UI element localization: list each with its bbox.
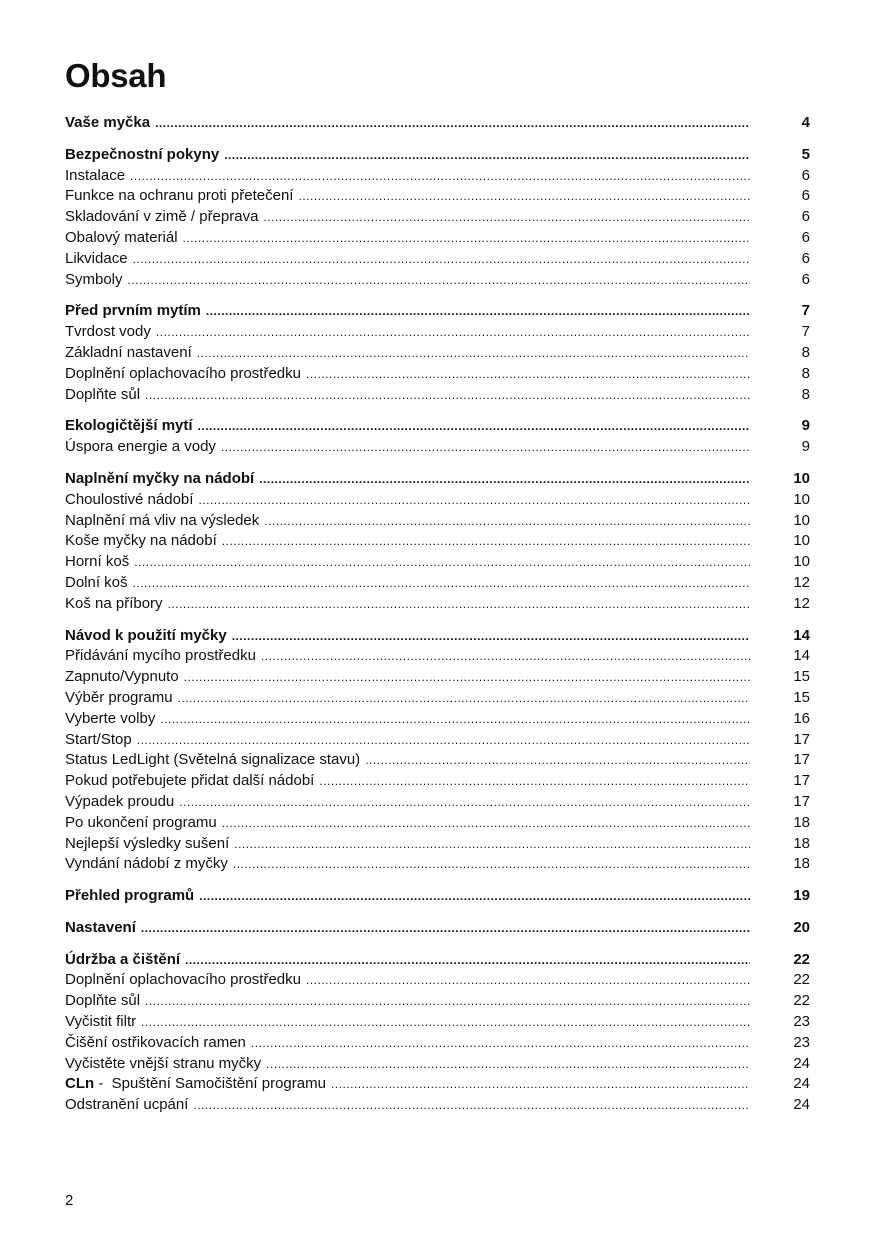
toc-heading bbox=[65, 950, 810, 971]
page-number: 2 bbox=[65, 1192, 74, 1209]
toc-entry-label: Likvidace bbox=[65, 249, 128, 267]
toc-entry bbox=[65, 730, 810, 751]
toc-heading-label: Vaše myčka bbox=[65, 114, 151, 131]
toc-section-pred-prvnim-mytim bbox=[65, 301, 810, 405]
dot-leader bbox=[229, 834, 750, 855]
dot-leader bbox=[314, 771, 750, 792]
toc-entry-label: Výpadek proudu bbox=[65, 792, 175, 810]
toc-heading-label: Před prvním mytím bbox=[65, 302, 201, 320]
toc-entry bbox=[65, 667, 810, 688]
dot-leader bbox=[193, 490, 750, 511]
toc-entry bbox=[65, 646, 810, 667]
dot-leader bbox=[217, 531, 750, 552]
dot-leader bbox=[140, 385, 750, 406]
toc-page-number: 6 bbox=[801, 208, 810, 226]
toc-page-number: 20 bbox=[793, 918, 810, 936]
toc-entry-label: Vyčistěte vnější stranu myčky bbox=[65, 1054, 262, 1072]
toc-entry bbox=[65, 1074, 810, 1095]
dot-leader bbox=[173, 688, 750, 709]
toc-heading bbox=[65, 469, 810, 490]
toc-entry bbox=[65, 270, 810, 291]
dot-leader bbox=[151, 322, 750, 343]
toc-page-number: 23 bbox=[793, 1013, 810, 1031]
page-title: Obsah bbox=[65, 57, 167, 94]
toc-heading-label: Údržba a čištění bbox=[65, 950, 181, 968]
toc-page-number: 15 bbox=[793, 668, 810, 686]
dot-leader bbox=[201, 301, 750, 322]
toc-entry bbox=[65, 228, 810, 249]
toc-page-number: 7 bbox=[801, 302, 810, 320]
dot-leader bbox=[261, 1054, 750, 1075]
toc-entry-label: Doplňte sůl bbox=[65, 992, 141, 1010]
toc-page-number: 14 bbox=[793, 626, 810, 644]
toc-entry-label: Skladování v zimě / přeprava bbox=[65, 208, 259, 226]
dot-leader bbox=[129, 552, 750, 573]
toc-section-vase-mycka bbox=[65, 113, 810, 134]
toc-page-number: 12 bbox=[793, 594, 810, 612]
toc-section-udrzba-a-cisteni bbox=[65, 950, 810, 1116]
dot-leader bbox=[258, 207, 750, 228]
toc-entry bbox=[65, 709, 810, 730]
dot-leader bbox=[128, 573, 750, 594]
dot-leader bbox=[217, 813, 750, 834]
toc-heading bbox=[65, 918, 810, 939]
toc-entry-label: Čišění ostřikovacích ramen bbox=[65, 1033, 246, 1051]
dot-leader bbox=[179, 667, 750, 688]
toc-heading-label: Bezpečnostní pokyny bbox=[65, 145, 220, 163]
toc-section-naplneni-mycky-na-nadobi bbox=[65, 469, 810, 615]
toc-entry-label: Start/Stop bbox=[65, 730, 132, 748]
toc-page-number: 22 bbox=[793, 992, 810, 1010]
toc-page-number: 4 bbox=[801, 114, 810, 131]
toc-page-number: 5 bbox=[801, 145, 810, 163]
toc-page-number: 10 bbox=[793, 532, 810, 550]
toc-entry-label: Koš na příbory bbox=[65, 594, 163, 612]
dot-leader bbox=[163, 594, 750, 615]
dot-leader bbox=[136, 918, 750, 939]
toc-entry-label: Choulostivé nádobí bbox=[65, 490, 194, 508]
dot-leader bbox=[132, 730, 750, 751]
toc-entry-label: Naplnění má vliv na výsledek bbox=[65, 511, 260, 529]
toc-entry bbox=[65, 1012, 810, 1033]
toc-entry-label: Zapnuto/Vypnuto bbox=[65, 668, 179, 686]
toc-entry-label: Přidávání mycího prostředku bbox=[65, 647, 256, 665]
toc-page-number: 14 bbox=[793, 647, 810, 665]
toc-entry bbox=[65, 688, 810, 709]
toc-section-bezpecnostni-pokyny bbox=[65, 145, 810, 291]
toc-entry-label: Obalový materiál bbox=[65, 228, 178, 246]
toc-page-number: 16 bbox=[793, 709, 810, 727]
dot-leader bbox=[246, 1033, 750, 1054]
toc-entry bbox=[65, 531, 810, 552]
toc-heading-label: Naplnění myčky na nádobí bbox=[65, 469, 255, 487]
toc-entry-label: Symboly bbox=[65, 270, 123, 288]
toc-page-number: 6 bbox=[801, 249, 810, 267]
toc-entry bbox=[65, 750, 810, 771]
toc-page-number: 6 bbox=[801, 187, 810, 205]
toc-entry bbox=[65, 1033, 810, 1054]
dot-leader bbox=[188, 1095, 750, 1116]
toc-heading bbox=[65, 145, 810, 166]
toc-entry bbox=[65, 385, 810, 406]
dot-leader bbox=[194, 886, 750, 907]
toc-entry bbox=[65, 970, 810, 991]
dot-leader bbox=[254, 469, 750, 490]
toc-entry bbox=[65, 594, 810, 615]
dot-leader bbox=[155, 709, 750, 730]
toc-section-navod-k-pouziti-mycky bbox=[65, 626, 810, 876]
table-of-contents bbox=[65, 113, 810, 1127]
toc-section-ekologictejsi-myti bbox=[65, 416, 810, 458]
toc-entry bbox=[65, 186, 810, 207]
toc-page-number: 22 bbox=[793, 971, 810, 989]
toc-entry-label: Dolní koš bbox=[65, 573, 128, 591]
dot-leader bbox=[326, 1074, 750, 1095]
toc-entry-label: Úspora energie a vody bbox=[65, 438, 216, 456]
dot-leader bbox=[125, 166, 750, 187]
toc-entry bbox=[65, 166, 810, 187]
toc-entry bbox=[65, 813, 810, 834]
dot-leader bbox=[293, 186, 750, 207]
toc-page-number: 18 bbox=[793, 834, 810, 852]
toc-page-number: 24 bbox=[793, 1096, 810, 1114]
toc-entry-label: Doplňte sůl bbox=[65, 385, 141, 403]
dot-leader bbox=[193, 416, 750, 437]
toc-entry-label: Doplnění oplachovacího prostředku bbox=[65, 971, 301, 989]
dot-leader bbox=[301, 970, 750, 991]
toc-entry bbox=[65, 322, 810, 343]
toc-entry bbox=[65, 792, 810, 813]
toc-entry-label: Horní koš bbox=[65, 553, 130, 571]
dot-leader bbox=[136, 1012, 750, 1033]
toc-entry bbox=[65, 552, 810, 573]
toc-page-number: 18 bbox=[793, 813, 810, 831]
dot-leader bbox=[360, 750, 750, 771]
dot-leader bbox=[192, 343, 750, 364]
toc-page-number: 6 bbox=[801, 270, 810, 288]
toc-heading-label: Návod k použití myčky bbox=[65, 626, 227, 644]
toc-page-number: 8 bbox=[801, 343, 810, 361]
toc-entry-prefix: CLn bbox=[65, 1075, 95, 1093]
dot-leader bbox=[259, 511, 750, 532]
toc-entry bbox=[65, 834, 810, 855]
toc-heading-label: Ekologičtější mytí bbox=[65, 417, 193, 435]
toc-heading bbox=[65, 886, 810, 907]
toc-page-number: 8 bbox=[801, 385, 810, 403]
toc-page-number: 12 bbox=[793, 573, 810, 591]
toc-entry bbox=[65, 771, 810, 792]
toc-entry-label: Pokud potřebujete přidat další nádobí bbox=[65, 772, 315, 790]
toc-entry-label: Základní nastavení bbox=[65, 343, 192, 361]
toc-entry bbox=[65, 437, 810, 458]
dot-leader bbox=[180, 950, 750, 971]
toc-page-number: 6 bbox=[801, 166, 810, 184]
dot-leader bbox=[219, 145, 750, 166]
toc-entry-label: Vyberte volby bbox=[65, 709, 156, 727]
toc-heading bbox=[65, 626, 810, 647]
toc-entry-label: Vyndání nádobí z myčky bbox=[65, 855, 228, 873]
dot-leader bbox=[256, 646, 750, 667]
toc-entry bbox=[65, 1054, 810, 1075]
toc-heading bbox=[65, 113, 810, 134]
toc-page-number: 10 bbox=[793, 511, 810, 529]
toc-page-number: 9 bbox=[801, 438, 810, 456]
toc-entry bbox=[65, 1095, 810, 1116]
toc-page-number: 7 bbox=[801, 323, 810, 341]
toc-entry-label: Koše myčky na nádobí bbox=[65, 532, 217, 550]
toc-page-number: 19 bbox=[793, 887, 810, 905]
toc-entry bbox=[65, 854, 810, 875]
dot-leader bbox=[174, 792, 750, 813]
toc-entry bbox=[65, 490, 810, 511]
toc-page-number: 10 bbox=[793, 469, 810, 487]
toc-page-number: 17 bbox=[793, 751, 810, 769]
toc-entry-label: Po ukončení programu bbox=[65, 813, 217, 831]
toc-entry-label: Vyčistit filtr bbox=[65, 1013, 137, 1031]
dot-leader bbox=[216, 437, 750, 458]
toc-page-number: 23 bbox=[793, 1033, 810, 1051]
toc-page-number: 15 bbox=[793, 688, 810, 706]
toc-entry-label: Tvrdost vody bbox=[65, 323, 151, 341]
toc-page-number: 18 bbox=[793, 855, 810, 873]
toc-entry-label: Nejlepší výsledky sušení bbox=[65, 834, 230, 852]
toc-page-number: 10 bbox=[793, 553, 810, 571]
toc-heading-label: Nastavení bbox=[65, 918, 136, 936]
toc-entry-label: Výběr programu bbox=[65, 688, 173, 706]
toc-page-number: 24 bbox=[793, 1054, 810, 1072]
toc-entry bbox=[65, 573, 810, 594]
dot-leader bbox=[140, 991, 750, 1012]
dot-leader bbox=[227, 626, 750, 647]
toc-heading-label: Přehled programů bbox=[65, 887, 195, 905]
toc-entry bbox=[65, 991, 810, 1012]
toc-section-nastaveni bbox=[65, 918, 810, 939]
toc-entry-label: - Spuštění Samočištění programu bbox=[94, 1075, 326, 1093]
dot-leader bbox=[123, 270, 750, 291]
toc-entry bbox=[65, 364, 810, 385]
toc-page-number: 10 bbox=[793, 490, 810, 508]
toc-page-number: 17 bbox=[793, 730, 810, 748]
toc-section-prehled-programu bbox=[65, 886, 810, 907]
dot-leader bbox=[150, 113, 750, 134]
toc-entry bbox=[65, 207, 810, 228]
toc-entry-label: Odstranění ucpání bbox=[65, 1096, 189, 1114]
toc-heading bbox=[65, 416, 810, 437]
toc-entry-label: Doplnění oplachovacího prostředku bbox=[65, 364, 301, 382]
toc-entry bbox=[65, 511, 810, 532]
toc-entry-label: Instalace bbox=[65, 166, 126, 184]
dot-leader bbox=[301, 364, 750, 385]
toc-page-number: 6 bbox=[801, 228, 810, 246]
toc-page-number: 24 bbox=[793, 1075, 810, 1093]
dot-leader bbox=[228, 854, 750, 875]
toc-page-number: 17 bbox=[793, 792, 810, 810]
toc-entry-label: Funkce na ochranu proti přetečení bbox=[65, 187, 294, 205]
dot-leader bbox=[128, 249, 750, 270]
dot-leader bbox=[178, 228, 750, 249]
toc-entry bbox=[65, 249, 810, 270]
toc-page-number: 17 bbox=[793, 772, 810, 790]
toc-page-number: 22 bbox=[793, 950, 810, 968]
toc-entry bbox=[65, 343, 810, 364]
toc-heading bbox=[65, 301, 810, 322]
toc-entry-label: Status LedLight (Světelná signalizace stavu) bbox=[65, 751, 361, 769]
toc-page-number: 8 bbox=[801, 364, 810, 382]
toc-page-number: 9 bbox=[801, 417, 810, 435]
